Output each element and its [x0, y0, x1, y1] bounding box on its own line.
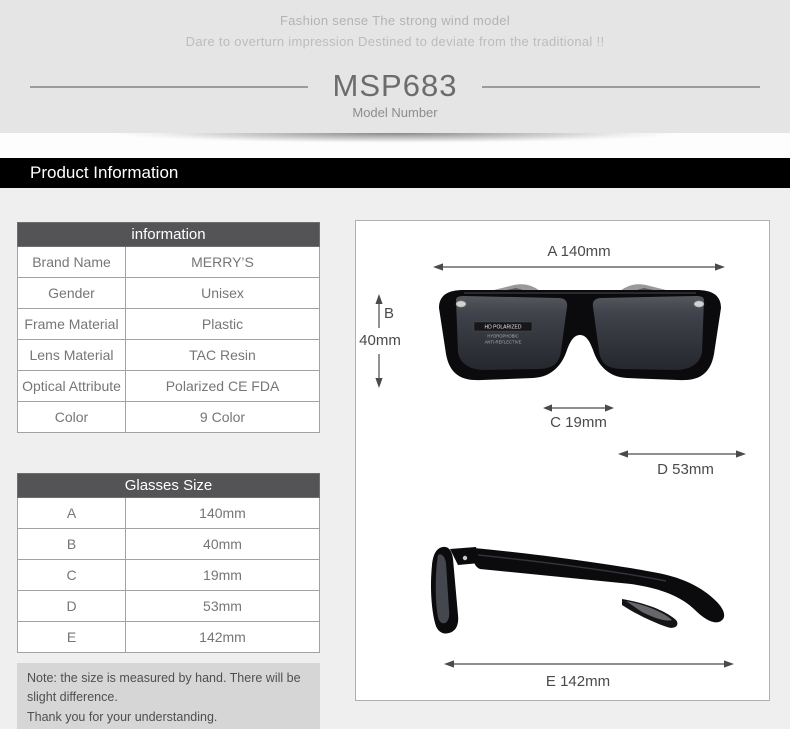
- row-label: A: [18, 498, 126, 529]
- table-row: [18, 622, 320, 653]
- row-label: E: [18, 622, 126, 653]
- section-title-bar: [0, 158, 790, 188]
- information-table: [17, 222, 320, 433]
- dim-a-label: A 140mm: [547, 243, 611, 260]
- sunglasses-front-image: [428, 277, 732, 392]
- row-label: Frame Material: [18, 309, 126, 340]
- svg-text:HD POLARIZED: HD POLARIZED: [484, 324, 522, 331]
- row-value: 40mm: [126, 529, 320, 560]
- row-label: Optical Attribute: [18, 371, 126, 402]
- svg-text:HYDROPHOBIC: HYDROPHOBIC: [487, 333, 519, 339]
- row-value: 140mm: [126, 498, 320, 529]
- dim-b-value: 40mm: [359, 332, 401, 349]
- glasses-size-table-title: Glasses Size: [18, 474, 320, 498]
- row-label: Lens Material: [18, 340, 126, 371]
- row-label: C: [18, 560, 126, 591]
- table-row: [18, 340, 320, 371]
- table-row: [18, 371, 320, 402]
- row-value: TAC Resin: [126, 340, 320, 371]
- row-label: Color: [18, 402, 126, 433]
- dim-d-label: D 53mm: [657, 461, 714, 478]
- table-row: [18, 278, 320, 309]
- main-content: [0, 188, 790, 729]
- dim-e-arrow-icon: [444, 659, 734, 669]
- row-value: MERRY’S: [126, 247, 320, 278]
- dim-b-arrow-down-icon: [374, 354, 384, 388]
- row-label: Gender: [18, 278, 126, 309]
- model-number-caption: Model Number: [352, 105, 438, 120]
- table-row: [18, 247, 320, 278]
- row-value: Polarized CE FDA: [126, 371, 320, 402]
- row-label: Brand Name: [18, 247, 126, 278]
- row-value: 142mm: [126, 622, 320, 653]
- sunglasses-side-image: [426, 543, 741, 638]
- svg-text:ANTI-REFLECTIVE: ANTI-REFLECTIVE: [484, 339, 522, 345]
- hero-banner: [0, 0, 790, 133]
- note-line-2: Thank you for your understanding.: [27, 710, 218, 724]
- row-value: 9 Color: [126, 402, 320, 433]
- table-row: [18, 309, 320, 340]
- dim-c-arrow-icon: [543, 403, 614, 413]
- table-row: [18, 498, 320, 529]
- row-value: Unisex: [126, 278, 320, 309]
- table-row: [18, 591, 320, 622]
- row-value: Plastic: [126, 309, 320, 340]
- dim-b-letter: B: [384, 305, 395, 322]
- table-row: [18, 560, 320, 591]
- glasses-size-table: [17, 473, 320, 653]
- dim-b-arrow-up-icon: [374, 294, 384, 328]
- note-line-1: Note: the size is measured by hand. There will be slight difference.: [27, 671, 301, 704]
- model-number: MSP683: [332, 68, 458, 103]
- table-row: [18, 402, 320, 433]
- dim-d-arrow-icon: [618, 449, 746, 459]
- dim-c-label: C 19mm: [550, 414, 607, 431]
- dim-a-arrow-icon: [433, 262, 725, 272]
- dim-e-label: E 142mm: [545, 673, 611, 690]
- row-label: B: [18, 529, 126, 560]
- size-diagram-panel: [355, 220, 770, 701]
- measurement-note: [17, 663, 320, 729]
- hero-tagline-1: Fashion sense The strong wind model: [280, 13, 510, 28]
- row-label: D: [18, 591, 126, 622]
- hero-drop-shadow: [45, 133, 745, 146]
- table-row: [18, 529, 320, 560]
- information-table-title: information: [18, 223, 320, 247]
- hero-gap: [0, 133, 790, 158]
- hero-tagline-2: Dare to overturn impression Destined to deviate from the traditional !!: [185, 34, 605, 49]
- section-title: Product Information: [30, 163, 179, 182]
- row-value: 53mm: [126, 591, 320, 622]
- row-value: 19mm: [126, 560, 320, 591]
